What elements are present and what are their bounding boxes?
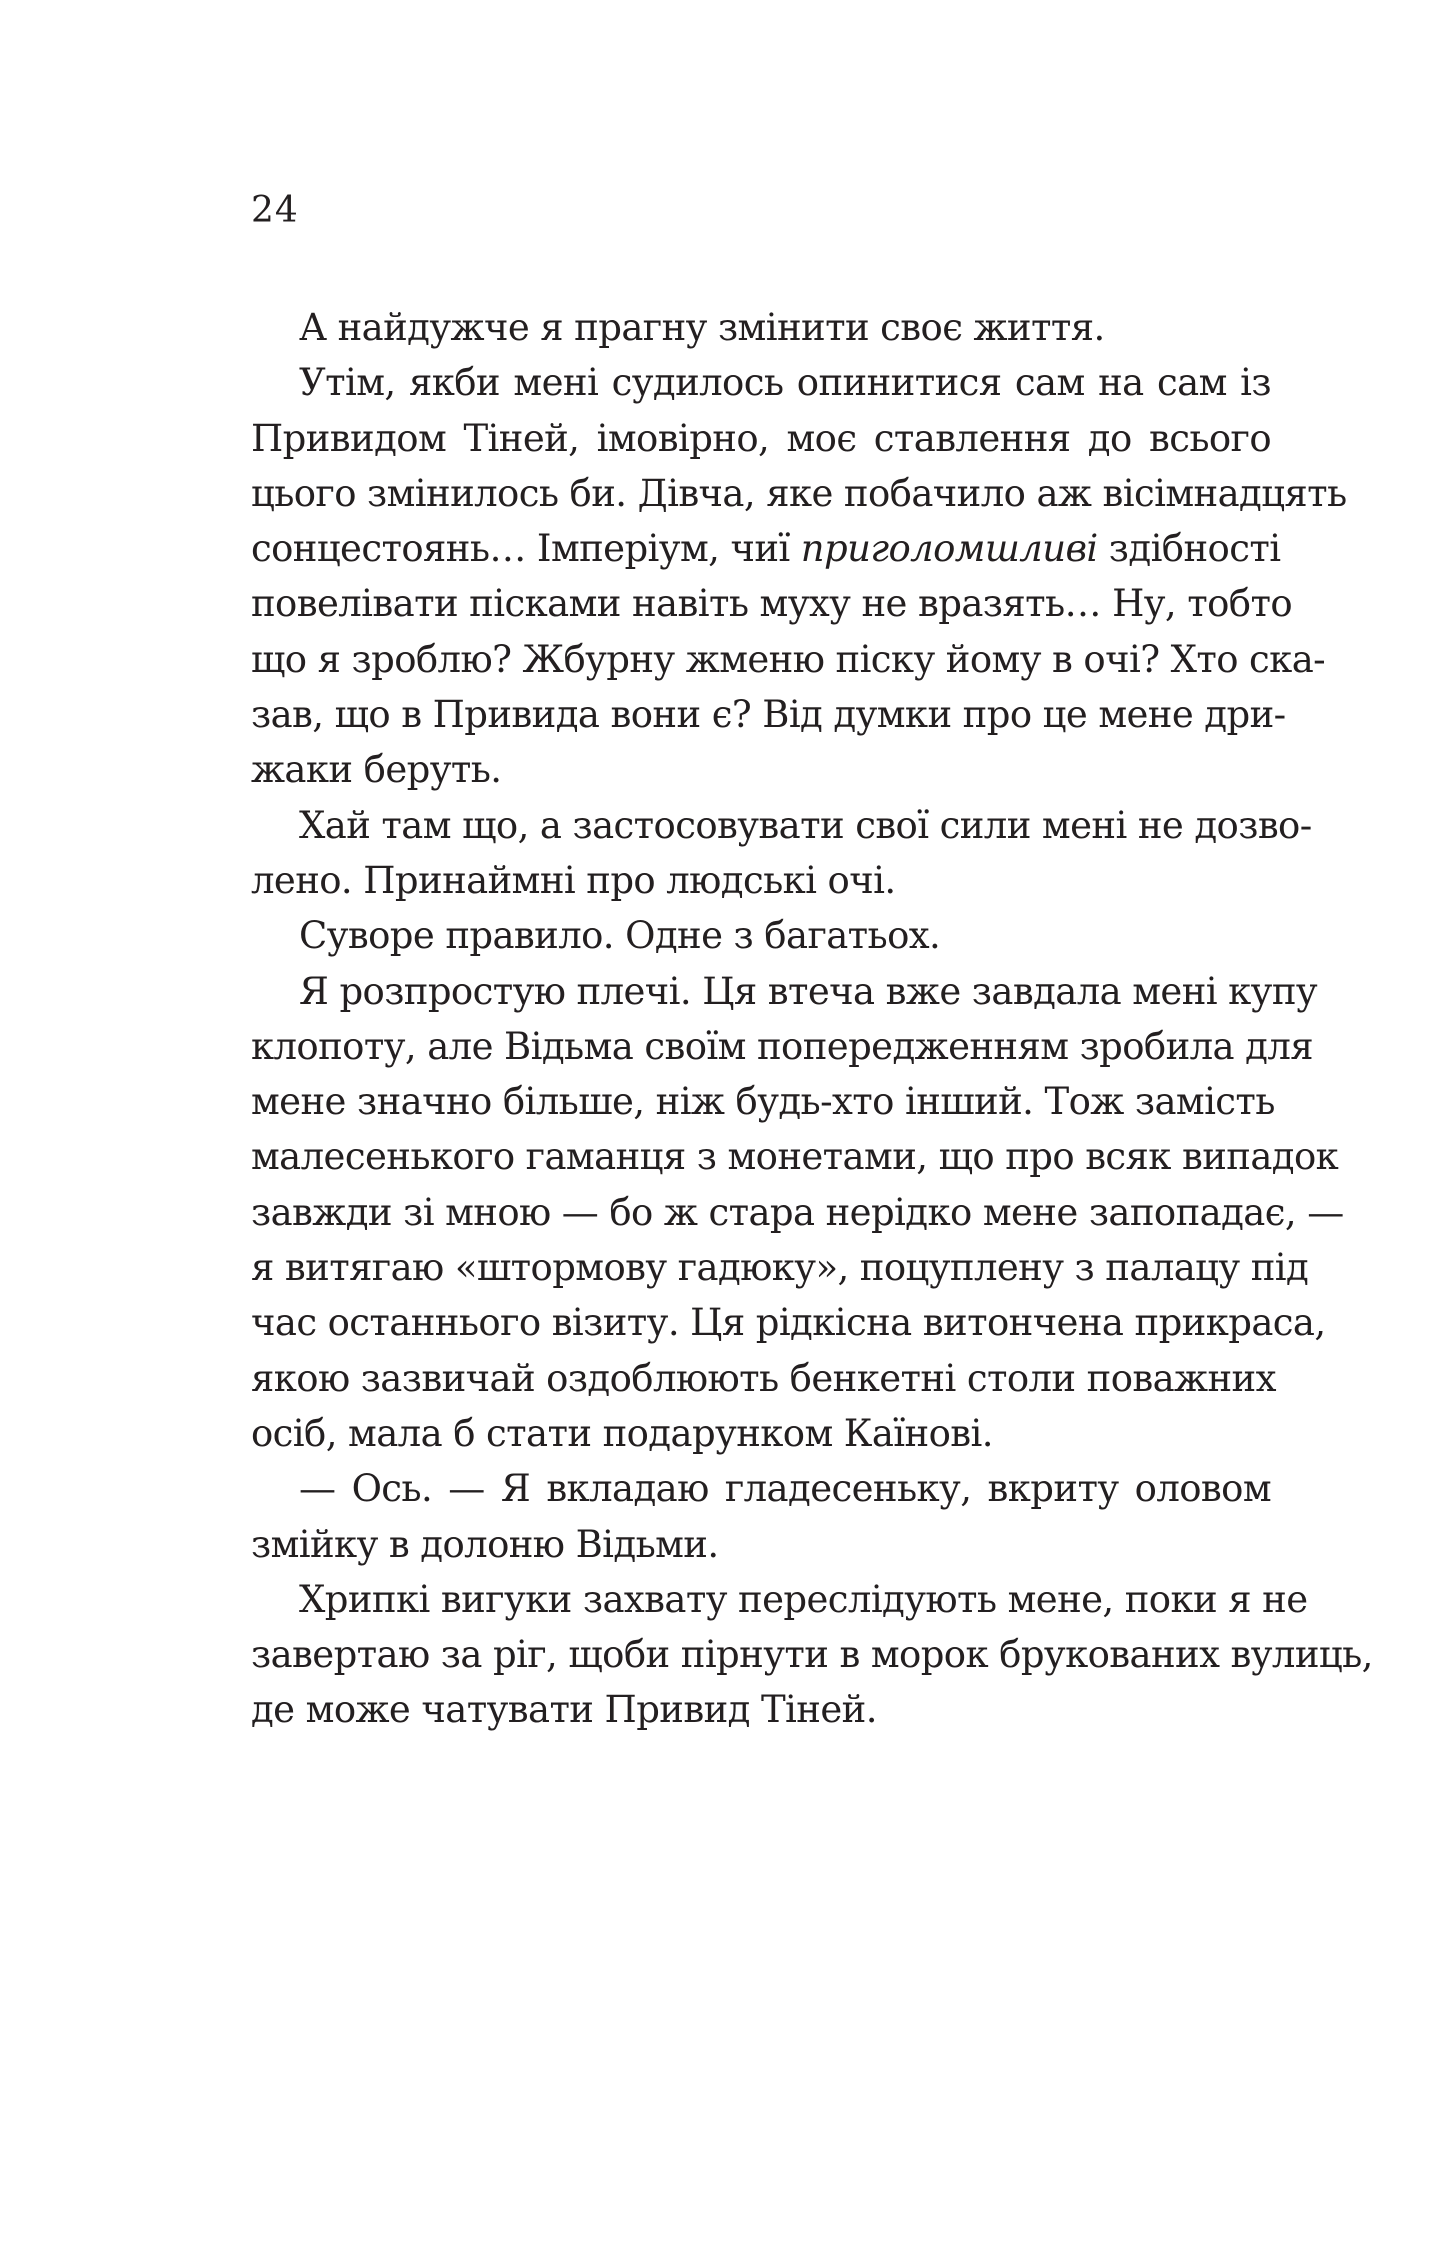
paragraph — [251, 1572, 1373, 1738]
text-line: я витягаю «штормову гадюку», поцуплену з палацу під — [251, 1246, 1309, 1290]
body-text — [251, 300, 1373, 1738]
paragraph — [251, 300, 1271, 355]
text-line: Я розпростую плечі. Ця втеча вже завдала мені купу — [299, 969, 1318, 1013]
paragraph — [251, 908, 1271, 963]
paragraph — [251, 1461, 1271, 1572]
text-segment: здібності — [1097, 527, 1281, 571]
text-line: А найдужче я прагну змінити своє життя. — [299, 306, 1105, 349]
text-line: повелівати пісками навіть муху не вразять… Ну, тобто — [251, 582, 1293, 626]
text-line: що я зроблю? Жбурну жменю піску йому в очі? Хто ска- — [251, 637, 1326, 681]
text-line: осіб, мала б стати подарунком Каїнові. — [251, 1411, 993, 1455]
text-line: час останнього візиту. Ця рідкісна витончена прикраса, — [251, 1301, 1326, 1345]
text-line — [251, 521, 1281, 576]
paragraph — [251, 798, 1312, 909]
paragraph — [251, 964, 1344, 1462]
text-line: якою зазвичай оздоблюють бенкетні столи поважних — [251, 1356, 1276, 1400]
text-line: завжди зі мною — бо ж стара нерідко мене запопадає, — — [251, 1190, 1344, 1234]
paragraph — [251, 355, 1347, 797]
text-line: клопоту, але Відьма своїм попередженням зробила для — [251, 1024, 1314, 1068]
italic-emphasis: приголомшливі — [800, 527, 1098, 571]
text-line: малесенького гаманця з монетами, що про всяк випадок — [251, 1135, 1339, 1179]
text-line: Хай там що, а застосовувати свої сили мені не дозво- — [299, 803, 1312, 847]
text-segment: сонцестоянь… Імперіум, чиї — [251, 527, 801, 571]
page-number: 24 — [251, 190, 299, 231]
text-line: Привидом Тіней, імовірно, моє ставлення до всього — [251, 416, 1271, 460]
text-line: Суворе правило. Одне з багатьох. — [299, 914, 941, 958]
text-line: завертаю за ріг, щоби пірнути в морок брукованих вулиць, — [251, 1633, 1373, 1677]
text-line: зав, що в Привида вони є? Від думки про це мене дри- — [251, 693, 1286, 737]
text-line: мене значно більше, ніж будь-хто інший. Тож замість — [251, 1080, 1275, 1124]
text-line: жаки беруть. — [251, 748, 502, 792]
text-line: де може чатувати Привид Тіней. — [251, 1688, 877, 1732]
text-line: змійку в долоню Відьми. — [251, 1522, 719, 1566]
text-line: Хрипкі вигуки захвату переслідують мене, поки я не — [299, 1577, 1308, 1621]
text-line: Утім, якби мені судилось опинитися сам на сам із — [299, 361, 1271, 405]
text-line: — Ось. — Я вкладаю гладесеньку, вкриту оловом — [299, 1467, 1271, 1511]
text-line: лено. Принаймні про людські очі. — [251, 858, 896, 902]
text-line: цього змінилось би. Дівча, яке побачило аж вісімнадцять — [251, 471, 1347, 515]
